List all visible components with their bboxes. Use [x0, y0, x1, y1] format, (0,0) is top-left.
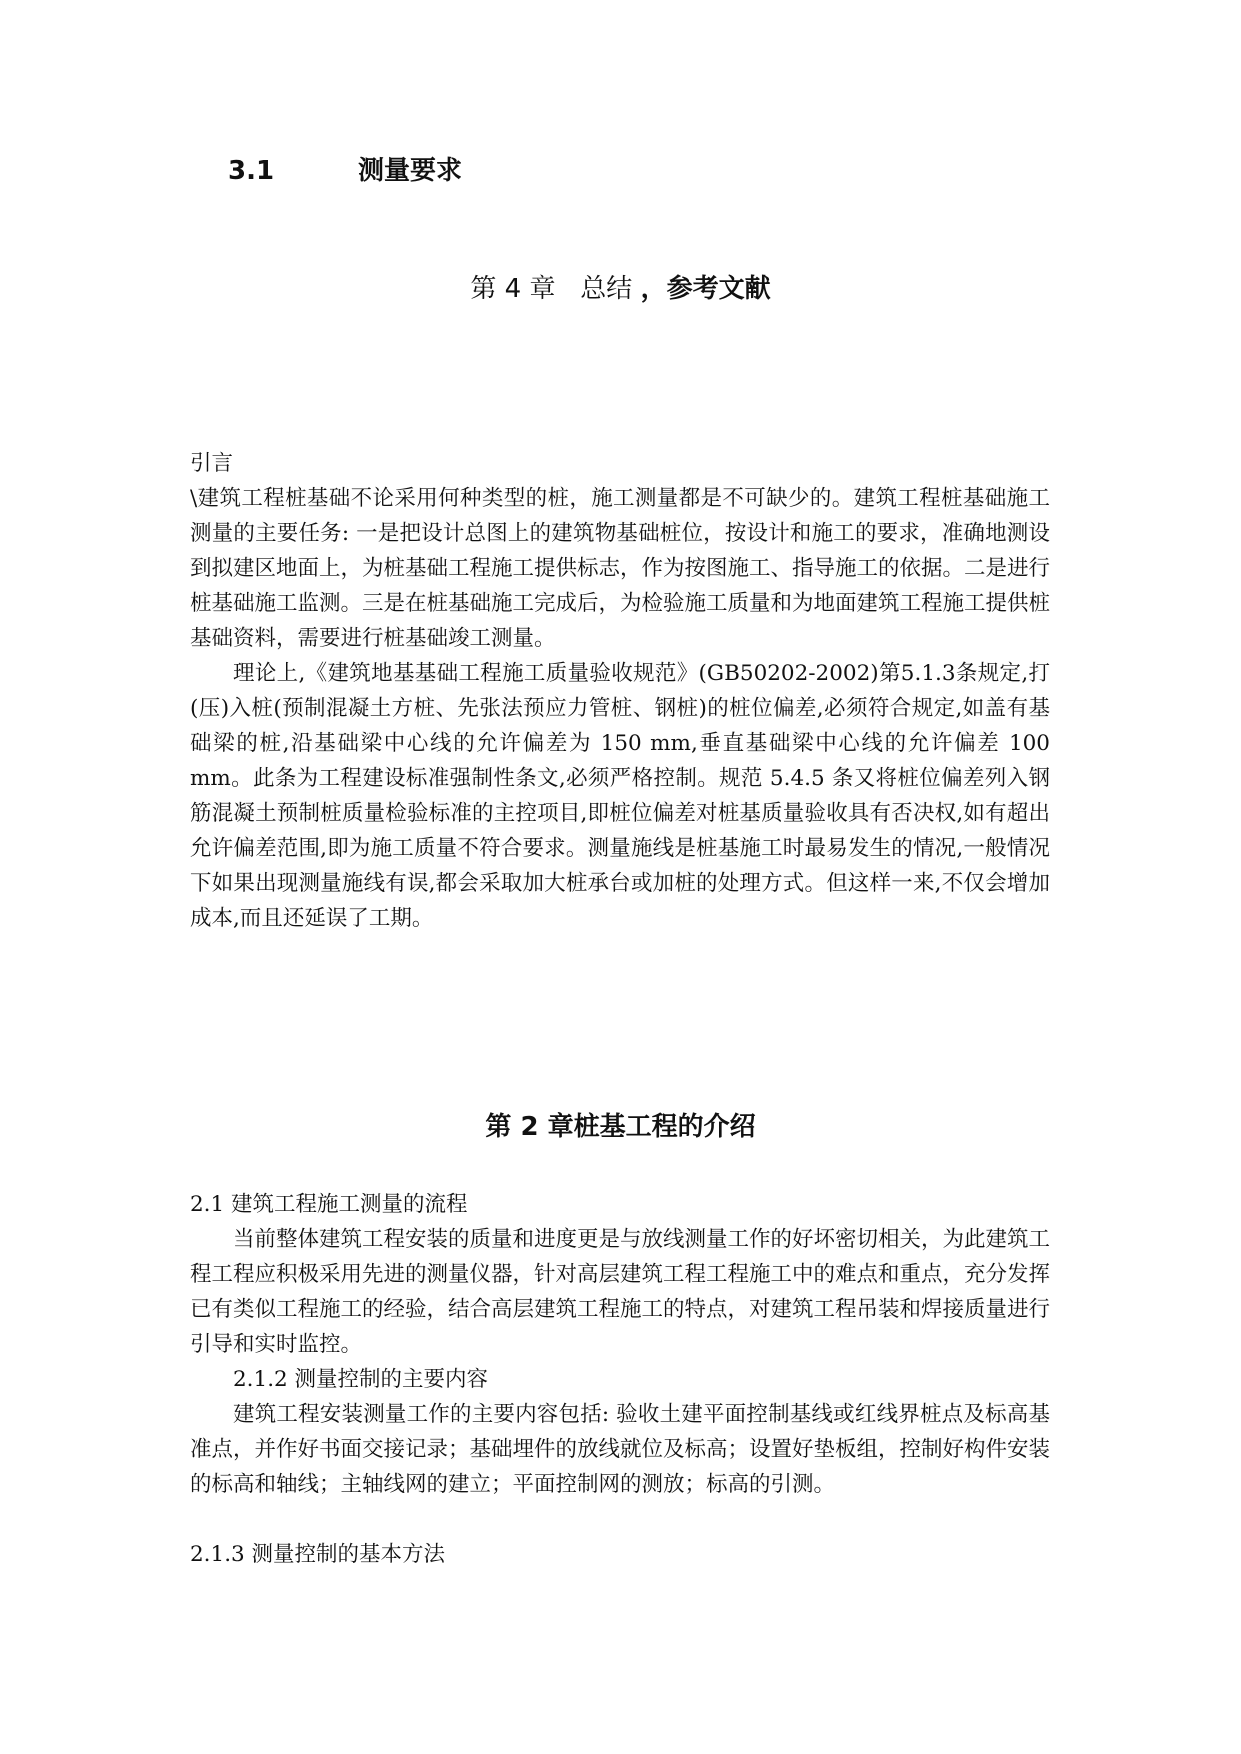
- chapter-suffix: ，参考文献: [640, 274, 771, 304]
- chapter-title: 总结: [580, 274, 633, 304]
- section-number: 3.1: [228, 156, 275, 186]
- chapter-2-heading: 第 2 章桩基工程的介绍: [485, 1112, 756, 1142]
- section-title: 测量要求: [358, 156, 463, 186]
- section-2-1-3-heading: 2.1.3 测量控制的基本方法: [190, 1542, 446, 1567]
- section-2-1-2-heading: 2.1.2 测量控制的主要内容: [233, 1367, 489, 1392]
- section-2-1-2-paragraph: 建筑工程安装测量工作的主要内容包括: 验收土建平面控制基线或红线界桩点及标高基准点，并作好书面交接记录；基础埋件的放线就位及标高；设置好垫板组，控制好构件安装的标高和轴线；主轴线网的建立；平面控制网的测放；标高的引测。: [190, 1402, 1051, 1497]
- intro-section: [190, 446, 1050, 936]
- section-2-1-heading: 2.1 建筑工程施工测量的流程: [190, 1192, 468, 1217]
- chapter-4-heading: [0, 268, 1241, 305]
- section-2-1-paragraph: 当前整体建筑工程安装的质量和进度更是与放线测量工作的好坏密切相关，为此建筑工程工程应积极采用先进的测量仪器，针对高层建筑工程工程施工中的难点和重点，充分发挥已有类似工程施工的经验，结合高层建筑工程施工的特点，对建筑工程吊装和焊接质量进行引导和实时监控。: [190, 1227, 1051, 1357]
- intro-paragraph-1: \建筑工程桩基础不论采用何种类型的桩，施工测量都是不可缺少的。建筑工程桩基础施工测量的主要任务: 一是把设计总图上的建筑物基础桩位，按设计和施工的要求，准确地测设到拟建区地面上，为桩基础工程施工提供标志，作为按图施工、指导施工的依据。二是进行桩基础施工监测。三是在桩基础施工完成后，为检验施工质量和为地面建筑工程施工提供桩基础资料，需要进行桩基础竣工测量。: [190, 486, 1051, 651]
- section-2-1: [190, 1187, 1050, 1572]
- intro-label: 引言: [190, 451, 234, 476]
- intro-paragraph-2: 理论上,《建筑地基基础工程施工质量验收规范》(GB50202-2002)第5.1.3条规定,打(压)入桩(预制混凝土方桩、先张法预应力管桩、钢桩)的桩位偏差,必须符合规定,如盖有基础梁的桩,沿基础梁中心线的允许偏差为 150 mm,垂直基础梁中心线的允许偏差 100 mm。此条为工程建设标准强制性条文,必须严格控制。规范 5.4.5 条又将桩位偏差列入钢筋混凝土预制桩质量检验标准的主控项目,即桩位偏差对桩基质量验收具有否决权,如有超出允许偏差范围,即为施工质量不符合要求。测量施线是桩基施工时最易发生的情况,一般情况下如果出现测量施线有误,都会采取加大桩承台或加桩的处理方式。但这样一来,不仅会增加成本,而且还延误了工期。: [190, 661, 1050, 931]
- chapter-prefix: 第 4 章: [470, 274, 556, 304]
- section-3-1-heading: [228, 150, 462, 187]
